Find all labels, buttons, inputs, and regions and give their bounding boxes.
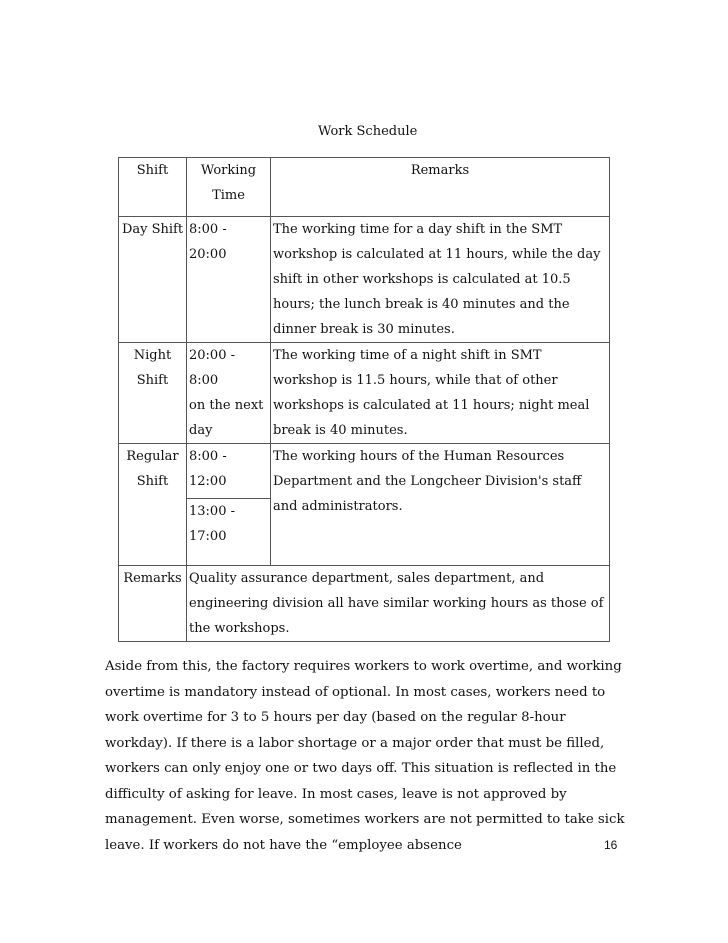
remarks-cell: The working time of a night shift in SMT workshop is 11.5 hours, while that of other workshops is calculated at 11 hours; night meal break is 40 minutes. bbox=[271, 343, 610, 444]
header-remarks: Remarks bbox=[271, 158, 610, 217]
shift-line2: Shift bbox=[136, 474, 169, 489]
shift-cell bbox=[119, 444, 187, 566]
remarks-label: Remarks bbox=[119, 566, 187, 642]
header-shift: Shift bbox=[119, 158, 187, 217]
table-row bbox=[119, 217, 610, 343]
header-working-line2: Time bbox=[212, 188, 245, 203]
shift-cell: Night Shift bbox=[119, 343, 187, 444]
page-number: 16 bbox=[604, 838, 618, 852]
body-paragraph bbox=[105, 654, 625, 858]
remarks-text: Quality assurance department, sales department, and engineering division all have similar working hours as those of the workshops. bbox=[187, 566, 610, 642]
shift-cell: Day Shift bbox=[119, 217, 187, 343]
time-range-afternoon-start: 13:00 - bbox=[187, 498, 270, 524]
time-range-morning: 8:00 - 12:00 bbox=[189, 449, 227, 489]
work-schedule-table bbox=[118, 157, 610, 642]
shift-line1: Regular bbox=[126, 449, 179, 464]
time-cell: 8:00 - 20:00 bbox=[187, 217, 271, 343]
table-row bbox=[119, 444, 610, 566]
remarks-cell: The working hours of the Human Resources Department and the Longcheer Division's staff and administrators. bbox=[271, 444, 610, 566]
header-working-line1: Working bbox=[200, 163, 257, 178]
table-row bbox=[119, 343, 610, 444]
remarks-row bbox=[119, 566, 610, 642]
time-range-afternoon-end: 17:00 bbox=[189, 529, 227, 544]
table-title: Work Schedule bbox=[318, 124, 418, 139]
time-cell bbox=[187, 444, 271, 566]
time-note: on the next day bbox=[189, 398, 264, 438]
header-working-time bbox=[187, 158, 271, 217]
time-cell bbox=[187, 343, 271, 444]
table-header-row bbox=[119, 158, 610, 217]
body-paragraph-text: Aside from this, the factory requires workers to work overtime, and working overtime is mandatory instead of optional. In most cases, workers need to work overtime for 3 to 5 hours per day (based on the regular 8-hour workday). If there is a labor shortage or a major order that must be filled, workers can only enjoy one or two days off. This situation is reflected in the difficulty of asking for leave. In most cases, leave is not approved by management. Even worse, sometimes workers are not permitted to take sick leave. If workers do not have the “employee absence bbox=[105, 659, 625, 853]
remarks-cell: The working time for a day shift in the SMT workshop is calculated at 11 hours, while the day shift in other workshops is calculated at 10.5 hours; the lunch break is 40 minutes and the dinner break is 30 minutes. bbox=[271, 217, 610, 343]
time-range: 20:00 - 8:00 bbox=[189, 348, 235, 388]
